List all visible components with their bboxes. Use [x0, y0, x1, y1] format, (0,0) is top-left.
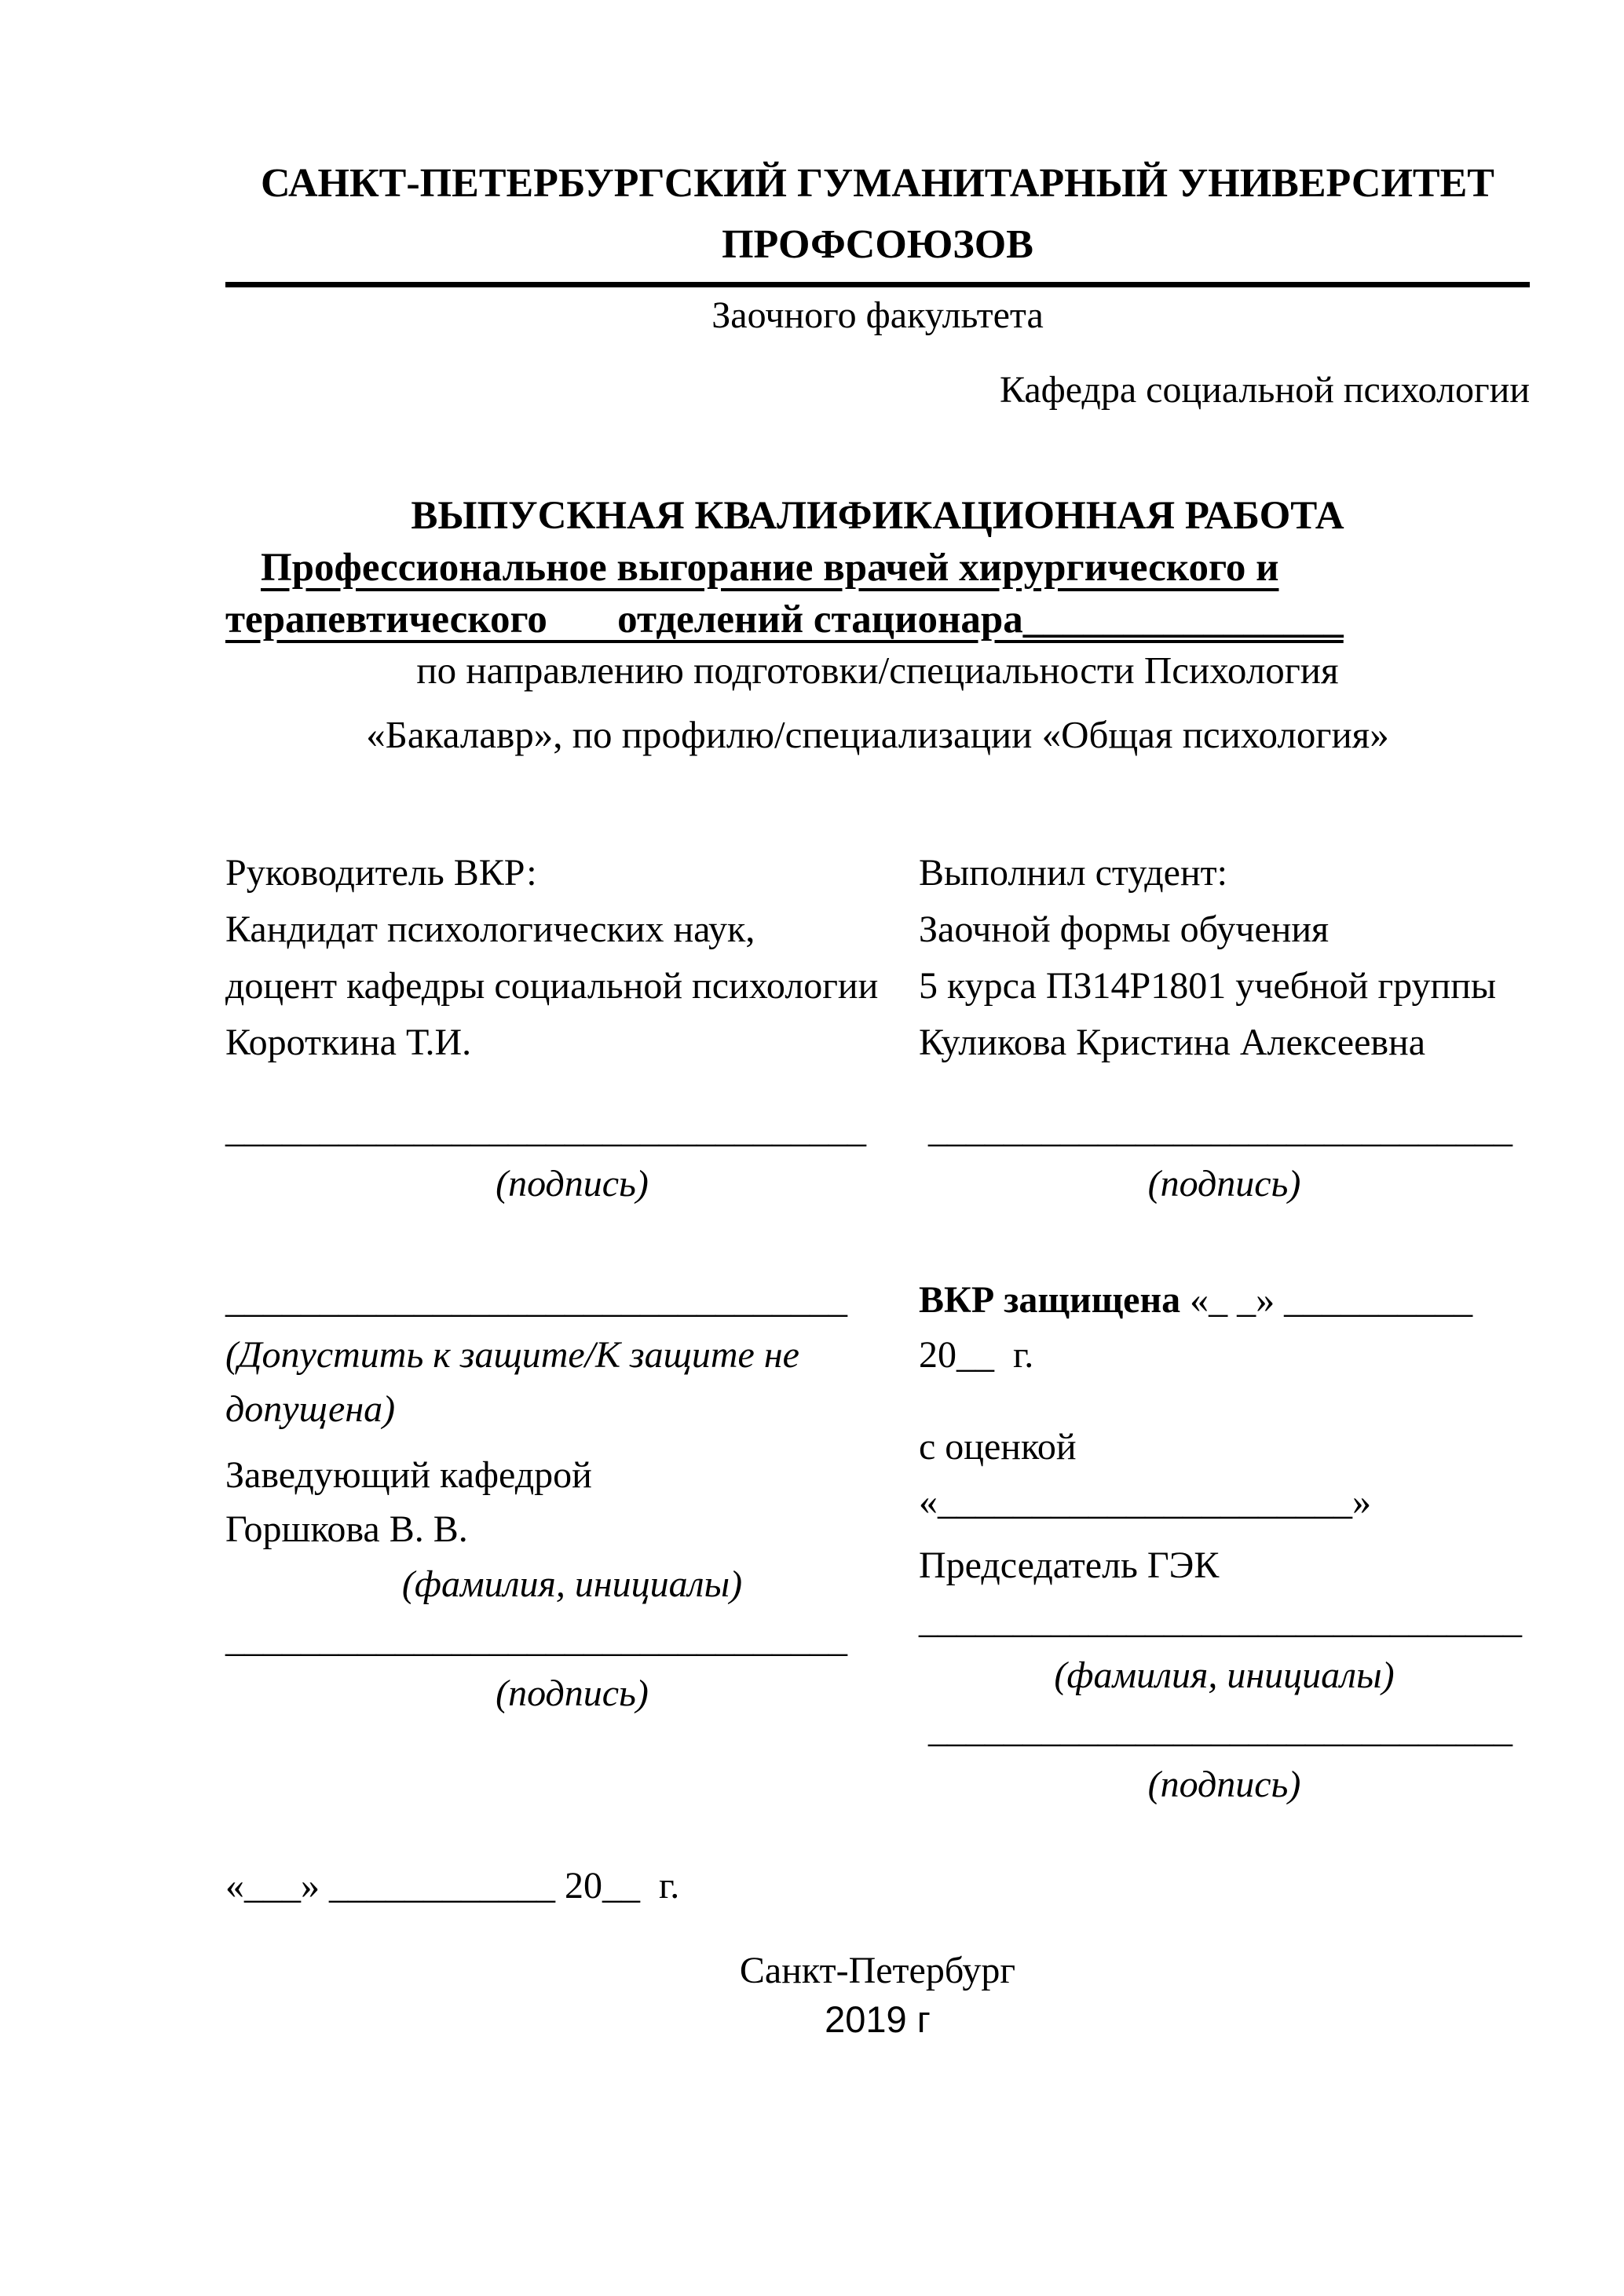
- admission-column: [225, 1273, 919, 1812]
- supervisor-position: доцент кафедры социальной психологии: [225, 964, 879, 1007]
- chairman-title: Председатель ГЭК: [919, 1545, 1220, 1587]
- defense-date-line: [919, 1273, 1530, 1382]
- student-signature-caption: (подпись): [1147, 1163, 1301, 1205]
- defended-blank: «_ _» __________ 20__ г.: [919, 1279, 1483, 1376]
- supervisor-column: [225, 845, 919, 1071]
- defense-name-caption: (фамилия, инициалы): [1054, 1654, 1395, 1696]
- supervisor-name: Короткина Т.И.: [225, 1021, 472, 1063]
- student-study-form: Заочной формы обучения: [919, 908, 1330, 950]
- admission-defense-columns: [225, 1273, 1530, 1812]
- admission-signature-line: _________________________________: [225, 1618, 847, 1660]
- department-line: Кафедра социальной психологии: [999, 369, 1530, 411]
- work-type-heading: ВЫПУСКНАЯ КВАЛИФИКАЦИОННАЯ РАБОТА: [411, 493, 1344, 538]
- signature-row: [225, 1102, 1530, 1212]
- university-name-line1: САНКТ-ПЕТЕРБУРГСКИЙ ГУМАНИТАРНЫЙ УНИВЕРСИТЕТ: [261, 161, 1494, 206]
- defense-signature-caption: (подпись): [1147, 1763, 1301, 1805]
- admission-blank-line: _________________________________: [225, 1279, 847, 1322]
- student-group: 5 курса ПЗ14Р1801 учебной группы: [919, 964, 1497, 1007]
- defense-signature-line: _______________________________: [919, 1709, 1512, 1751]
- admission-note-line2: допущена): [225, 1388, 396, 1431]
- department-head-name: Горшкова В. В.: [225, 1508, 468, 1551]
- people-info-columns: [225, 845, 1530, 1071]
- student-column: [919, 845, 1530, 1071]
- supervisor-signature-caption: (подпись): [496, 1163, 649, 1205]
- supervisor-signature-block: [225, 1102, 919, 1212]
- header-divider: [225, 282, 1530, 287]
- student-heading: Выполнил студент:: [919, 851, 1227, 894]
- defense-column: [919, 1273, 1530, 1812]
- student-signature-line: _______________________________: [919, 1108, 1512, 1150]
- city-line: Санкт-Петербург: [739, 1949, 1016, 1991]
- defended-label: ВКР защищена: [919, 1279, 1181, 1322]
- department-head-position: Заведующий кафедрой: [225, 1453, 592, 1496]
- student-signature-block: [919, 1102, 1530, 1212]
- supervisor-signature-line: __________________________________: [225, 1108, 866, 1150]
- supervisor-degree: Кандидат психологических наук,: [225, 908, 755, 950]
- admission-date-line: «___» ____________ 20__ г.: [225, 1865, 680, 1907]
- grade-line: с оценкой «______________________»: [919, 1426, 1371, 1523]
- supervisor-heading: Руководитель ВКР:: [225, 851, 537, 894]
- thesis-title-line2: терапевтического отделений стационара________________: [225, 598, 1344, 642]
- admission-name-caption: (фамилия, инициалы): [401, 1563, 743, 1606]
- faculty-line: Заочного факультета: [711, 294, 1044, 336]
- program-line: по направлению подготовки/специальности Психология: [416, 649, 1339, 693]
- admission-signature-caption: (подпись): [496, 1673, 649, 1715]
- degree-line: «Бакалавр», по профилю/специализации «Общая психология»: [366, 713, 1389, 757]
- year-line: 2019 г: [825, 1998, 931, 2041]
- admission-note-line1: (Допустить к защите/К защите не: [225, 1333, 799, 1376]
- university-name-line2: ПРОФСОЮЗОВ: [722, 222, 1033, 267]
- thesis-title-line1: Профессиональное выгорание врачей хирургического и: [261, 545, 1279, 590]
- student-name: Куликова Кристина Алексеевна: [919, 1021, 1426, 1063]
- chairman-name-line: ________________________________: [919, 1600, 1522, 1642]
